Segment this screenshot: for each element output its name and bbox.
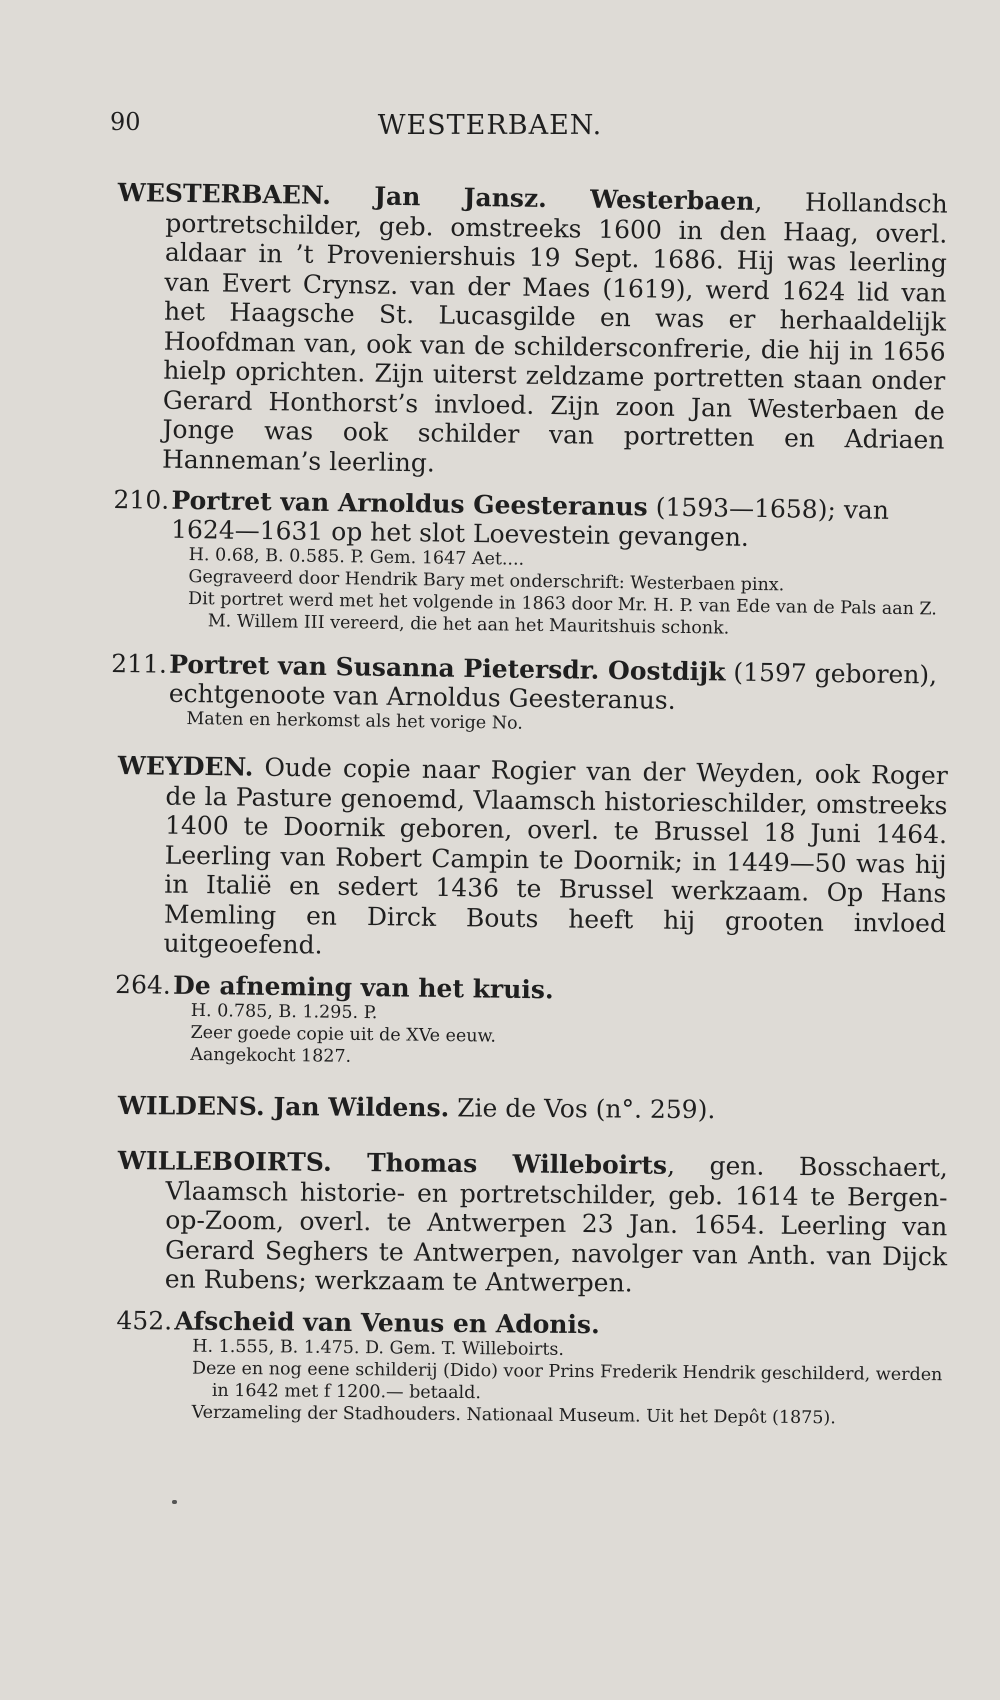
catalogue-item [110,649,941,741]
work-title: Portret van Arnoldus Geesteranus [171,485,648,522]
artist-heading: WEYDEN. [117,751,254,782]
artist-heading: WESTERBAEN. Jan Jansz. Westerbaen [117,178,755,216]
catalogue-body [111,178,948,1428]
work-note: Dit portret werd met het volgende in 1863 door Mr. H. P. van Ede van de Pals aan Z. M. Willem III vereerd, die het aan het Mauritshuis schonk. [187,589,938,639]
cross-reference: Zie de Vos (n°. 259). [449,1092,716,1124]
running-title: WESTERBAEN. [377,110,603,141]
catalogue-item [116,1305,947,1429]
work-title: Afscheid van Venus en Adonis. [174,1306,600,1339]
work-note: Maten en herkomst als het vorige No. [186,709,524,734]
catalogue-item [112,485,944,643]
running-head [110,108,870,148]
work-note: H. 0.68, B. 0.585. P. Gem. 1647 Aet.... [188,545,525,570]
artist-entry [118,1091,948,1126]
artist-paragraph [117,1146,948,1301]
work-note: Deze en nog eene schilderij (Dido) voor Prins Frederik Hendrik geschilderd, werden in 1642 met f 1200.— betaald. [191,1358,943,1403]
artist-paragraph [114,178,948,485]
work-note: H. 1.555, B. 1.475. D. Gem. T. Willeboirts. [192,1336,565,1360]
artist-entry [110,178,948,741]
work-note: Verzameling der Stadhouders. Nationaal Museum. Uit het Depôt (1875). [191,1402,836,1428]
artist-biography: , Hollandsch portretschilder, geb. omstreeks 1600 in den Haag, overl. aldaar in ’t Proveniershuis 19 Sept. 1686. Hij was leerling van Evert Crynsz. van der Maes (1619), werd 1624 lid van het Haagsche St. Lucasgilde en was er herhaaldelijk Hoofdman van, ook van de schildersconfrerie, die hij in 1656 hielp oprichten. Zijn uiterst zeldzame portretten staan onder Gerard Honthorst’s invloed. Zijn zoon Jan Westerbaen de Jonge was ook schilder van portretten en Adriaen Hanneman’s leerling. [161,186,948,477]
work-note: Zeer goede copie uit de XVe eeuw. [190,1022,497,1047]
artist-paragraph [115,751,947,968]
page-number: 90 [110,108,141,136]
work-title-rest: (1597 geboren), echtgenoote van Arnoldus Geesteranus. [168,657,938,715]
artist-entry [116,1146,948,1430]
catalogue-number: 452. [116,1305,173,1335]
artist-entry [114,751,948,1075]
catalogue-number: 264. [114,969,171,1000]
artist-biography: , gen. Bosschaert, Vlaamsch historie- en portretschilder, geb. 1614 te Bergen-op-Zoom, overl. te Antwerpen 23 Jan. 1654. Leerling van Gerard Seghers te Antwerpen, navolger van Anth. van Dijck en Rubens; werkzaam te Antwerpen. [164,1150,948,1298]
work-note: Gegraveerd door Hendrik Bary met onderschrift: Westerbaen pinx. [188,567,785,596]
work-note: H. 0.785, B. 1.295. P. [190,1000,378,1023]
ink-speck [172,1500,177,1504]
catalogue-number: 211. [111,648,168,679]
artist-biography: Oude copie naar Rogier van der Weyden, ook Roger de la Pasture genoemd, Vlaamsch historieschilder, omstreeks 1400 te Doornik geboren, overl. te Brussel 18 Juni 1464. Leerling van Robert Campin te Doornik; in 1449—50 was hij in Italië en sedert 1436 te Brussel werkzaam. Op Hans Memling en Dirck Bouts heeft hij grooten invloed uitgeoefend. [163,752,948,960]
artist-heading: WILLEBOIRTS. Thomas Willeboirts [117,1146,668,1180]
work-title-rest: (1593—1658); van 1624—1631 op het slot Loevestein gevangen. [170,492,890,552]
catalogue-number: 210. [113,484,170,515]
artist-heading: WILDENS. Jan Wildens. [117,1090,450,1122]
work-title: De afneming van het kruis. [172,970,554,1004]
catalogue-item [114,969,945,1074]
work-note: Aangekocht 1827. [190,1044,352,1067]
artist-paragraph [118,1091,948,1126]
work-title: Portret van Susanna Pietersdr. Oostdijk [169,649,726,687]
